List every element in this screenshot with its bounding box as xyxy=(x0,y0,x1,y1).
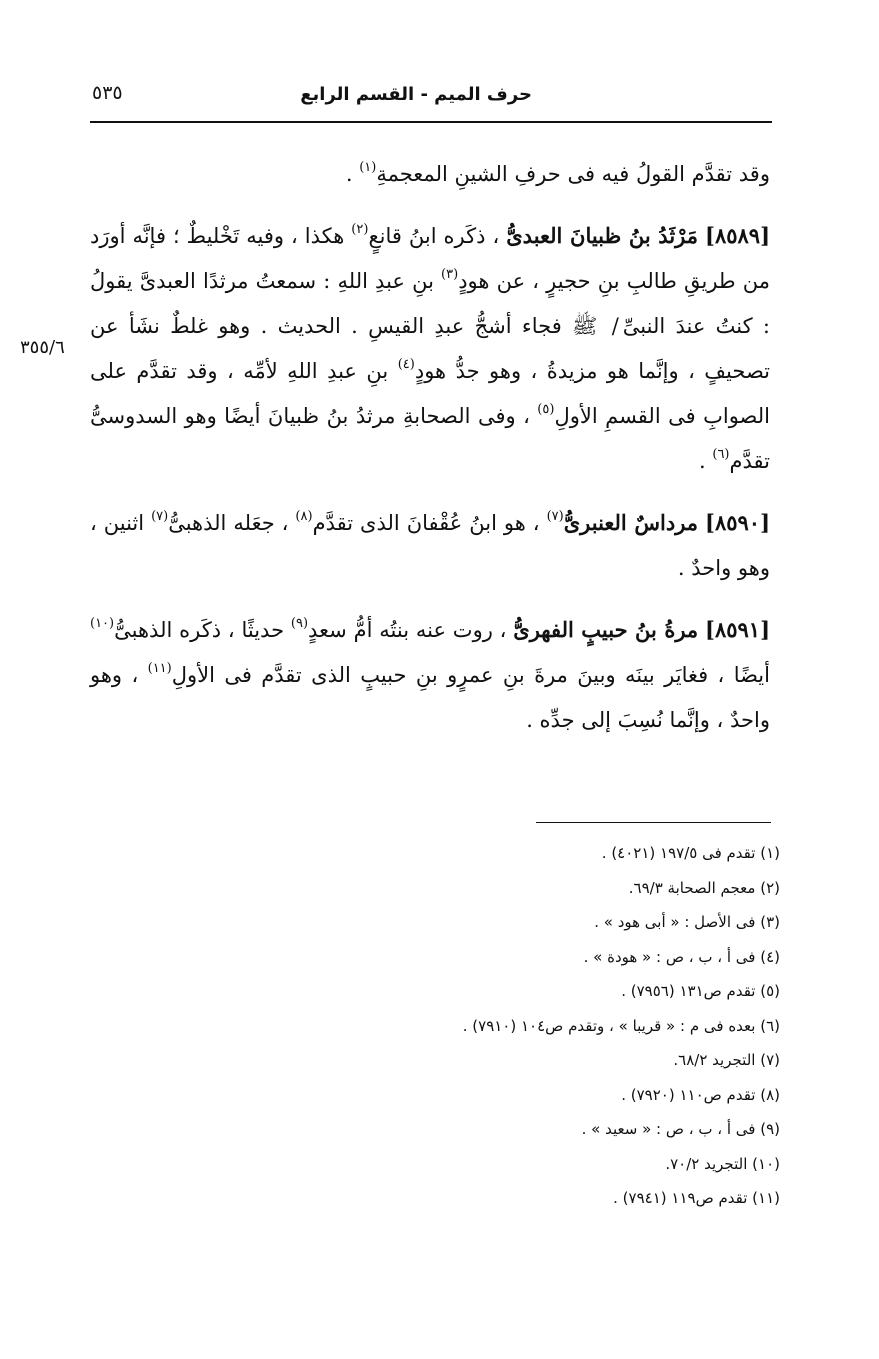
text-run: . xyxy=(699,449,713,473)
text-run: ، روت عنه بنتُه أمُّ سعدٍ xyxy=(308,618,514,642)
footnote-item: (٤) فى أ ، ب ، ص : « هودة » . xyxy=(583,947,780,966)
entry-8589 xyxy=(90,213,770,484)
text-run: هكذا ، وفيه تَخْليطٌ ؛ فإنَّه أورَد من طريقِ طالبِ بنِ حجيرٍ ، عن هودٍ xyxy=(90,224,770,293)
footnote-item: (٦) بعده فى م : « قريبا » ، وتقدم ص١٠٤ (٧٩١٠) . xyxy=(462,1016,780,1035)
text-run: ﷺ فجاء أشجُّ عبدِ القيسِ . الحديث . وهو غلطٌ نشَأ عن تصحيفٍ ، وإنَّما هو مزيدةُ ، وهو جدُّ هودٍ xyxy=(90,314,770,383)
footnote-marker: (٨) xyxy=(295,509,313,524)
footnote-item: (٣) فى الأصل : « أبى هود » . xyxy=(594,913,780,931)
header-rule xyxy=(90,121,772,123)
footnotes xyxy=(300,836,780,1216)
text-run: اثنين ، وهو واحدٌ . xyxy=(90,511,770,580)
main-text xyxy=(90,152,770,743)
text-run: ، وهو واحدٌ ، وإنَّما نُسِبَ إلى جدِّه . xyxy=(90,663,770,732)
entry-name: مرةُ بنُ حبيبٍ الفهرىُّ xyxy=(513,617,699,642)
text-run: ، وفى الصحابةِ مرثدُ بنُ ظبيانَ أيضًا وهو السدوسىُّ تقدَّم xyxy=(90,404,770,473)
text-run: وقد تقدَّم القولُ فيه فى حرفِ الشينِ المعجمةِ xyxy=(376,162,770,186)
text-run: أيضًا ، فغايَر بينَه وبينَ مرةَ بنِ عمرٍو بنِ حبيبٍ الذى تقدَّم فى الأولِ xyxy=(171,663,770,687)
entry-name: مرداسٌ العنبرىُّ xyxy=(563,510,699,535)
entry-number: [٨٥٨٩] xyxy=(705,223,771,248)
text-run: . xyxy=(345,162,360,186)
paragraph-intro xyxy=(90,152,770,197)
footnote-item: (٥) تقدم ص١٣١ (٧٩٥٦) . xyxy=(621,982,780,1000)
page-number: ٥٣٥ xyxy=(92,82,123,104)
entry-name: مَرْثَدُ بنُ ظبيانَ العبدىُّ xyxy=(506,223,699,248)
footnote-item: (٨) تقدم ص١١٠ (٧٩٢٠) . xyxy=(621,1085,780,1104)
text-run: بنِ عبدِ اللهِ لأمِّه ، وقد تقدَّم على الصوابِ فى القسمِ الأولِ xyxy=(90,359,770,428)
entry-8590 xyxy=(90,500,770,591)
text-run: ، هو ابنُ عُقْفانَ الذى تقدَّم xyxy=(312,511,547,535)
footnote-item: (١٠) التجريد ٧٠/٢. xyxy=(665,1154,780,1173)
footnote-item: (٩) فى أ ، ب ، ص : « سعيد » . xyxy=(581,1120,780,1138)
running-title: حرف الميم - القسم الرابع xyxy=(300,84,532,105)
page-header xyxy=(90,78,772,118)
footnote-marker: (٧) xyxy=(546,509,564,524)
text-run: ، ذكَره ابنُ قانعٍ xyxy=(368,224,507,248)
footnote-rule xyxy=(536,822,771,823)
entry-number: [٨٥٩١] xyxy=(705,617,770,642)
footnote-marker: (٩) xyxy=(290,616,309,631)
page-break-mark: / xyxy=(611,314,619,338)
entry-8591 xyxy=(90,607,770,743)
footnote-marker: (٧) xyxy=(151,509,169,524)
footnote-marker: (١٠) xyxy=(90,616,115,631)
footnote-marker: (٤) xyxy=(397,357,415,372)
footnote-marker: (٣) xyxy=(441,267,459,282)
footnote-marker: (٦) xyxy=(712,447,730,462)
footnote-marker: (٢) xyxy=(351,222,369,237)
footnote-item: (١١) تقدم ص١١٩ (٧٩٤١) . xyxy=(613,1189,780,1207)
text-run: ، جعَله الذهبىُّ xyxy=(168,511,296,535)
text-run: حديثًا ، ذكَره الذهبىُّ xyxy=(114,618,291,642)
margin-reference: ٣٥٥/٦ xyxy=(20,337,65,358)
footnote-item: (٢) معجم الصحابة ٦٩/٣. xyxy=(628,878,780,897)
footnote-marker: (٥) xyxy=(537,402,555,417)
text-run: بنِ عبدِ اللهِ : سمعتُ مرثدًا العبدىَّ يقولُ : كنتُ عندَ النبىِّ xyxy=(90,269,771,338)
footnote-marker: (١١) xyxy=(147,661,172,676)
footnote-item: (٧) التجريد ٦٨/٢. xyxy=(673,1051,780,1069)
footnote-marker: (١) xyxy=(359,160,377,175)
footnote-item: (١) تقدم فى ١٩٧/٥ (٤٠٢١) . xyxy=(601,844,780,862)
entry-number: [٨٥٩٠] xyxy=(705,510,771,535)
